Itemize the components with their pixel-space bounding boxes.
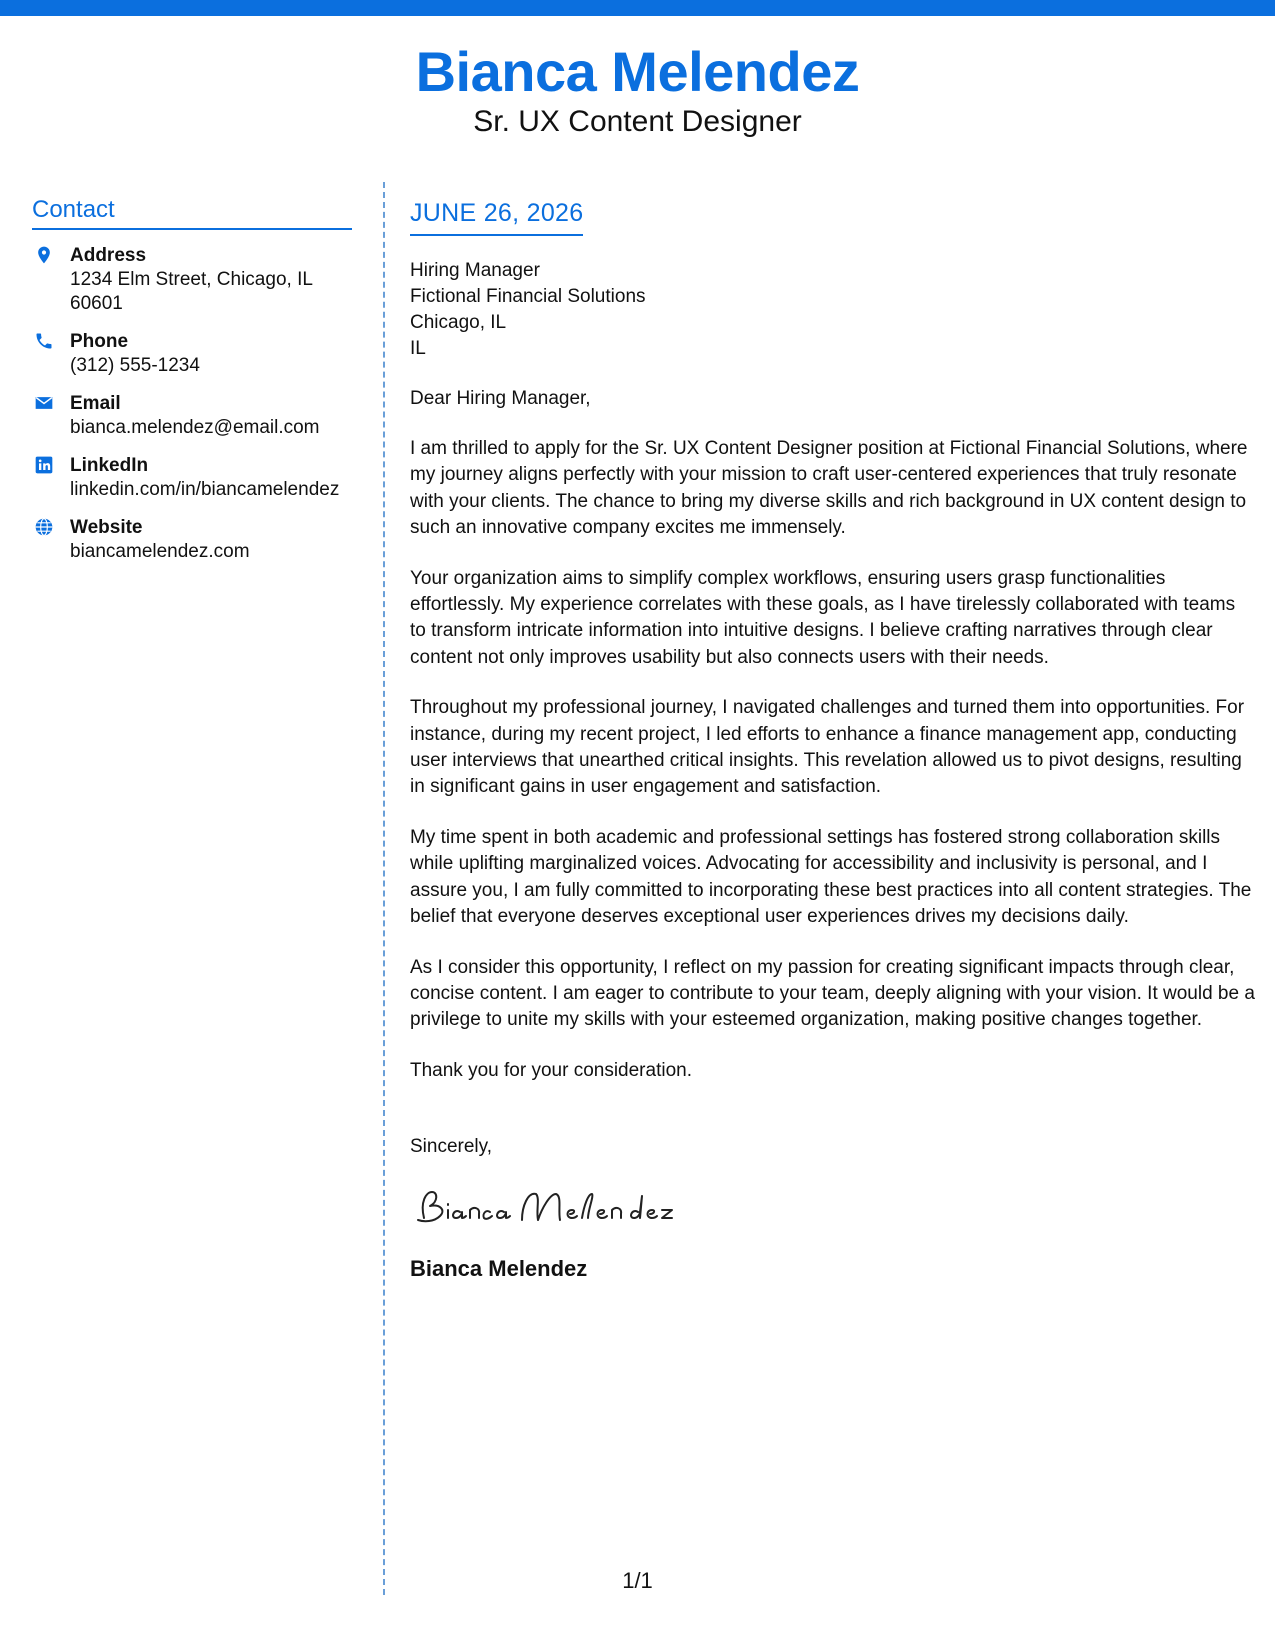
contact-list (32, 244, 352, 564)
recipient-line: Hiring Manager (410, 260, 540, 281)
contact-value: linkedin.com/in/biancamelendez (70, 479, 340, 500)
body-paragraph: My time spent in both academic and professional settings has fostered strong collaboration skills while uplifting marginalized voices. Advocating for accessibility and inclusivity is personal, and I assure you, I am fully committed to incorporating these best practices into all content strategies. The belief that everyone deserves exceptional user experiences drives my decisions daily. (410, 826, 1252, 928)
candidate-name: Bianca Melendez (415, 40, 860, 103)
page-number: 1/1 (622, 1568, 653, 1593)
contact-email (32, 392, 352, 440)
letter-date: JUNE 26, 2026 (410, 199, 584, 227)
contact-label: Phone (70, 331, 129, 352)
map-pin-icon (34, 245, 54, 265)
contact-address (32, 244, 352, 316)
contact-label: Address (70, 245, 147, 266)
contact-value: 1234 Elm Street, Chicago, IL (70, 269, 313, 290)
contact-label: Email (70, 393, 121, 414)
contact-value: 60601 (70, 293, 123, 314)
phone-icon (34, 331, 54, 351)
contact-phone (32, 330, 352, 378)
body-paragraph: As I consider this opportunity, I reflect on my passion for creating significant impacts through clear, concise content. I am eager to contribute to your team, deeply aligning with your vision. It would be a privilege to unite my skills with your esteemed organization, making positive changes together. (410, 956, 1255, 1031)
globe-icon (34, 517, 54, 537)
contact-value: biancamelendez.com (70, 541, 250, 562)
recipient-line: Fictional Financial Solutions (410, 286, 646, 307)
body-paragraph: Throughout my professional journey, I navigated challenges and turned them into opportunities. For instance, during my recent project, I led efforts to enhance a finance management app, conducting user interviews that unearthed critical insights. This revelation allowed us to pivot designs, resulting in significant gains in user engagement and satisfaction. (410, 697, 1245, 798)
handwritten-signature (410, 1180, 680, 1236)
contact-heading: Contact (32, 196, 352, 230)
resume-header (0, 40, 1275, 140)
date-block (410, 198, 583, 236)
salutation: Dear Hiring Manager, (410, 388, 591, 409)
contact-value: bianca.melendez@email.com (70, 417, 320, 438)
linkedin-icon (34, 455, 54, 475)
candidate-title: Sr. UX Content Designer (473, 105, 802, 138)
column-divider (383, 182, 385, 1595)
contact-sidebar (32, 196, 352, 578)
body-paragraph: Thank you for your consideration. (410, 1059, 692, 1081)
contact-label: LinkedIn (70, 455, 149, 476)
signer-name: Bianca Melendez (410, 1256, 588, 1282)
recipient-line: Chicago, IL (410, 312, 507, 333)
envelope-icon (34, 393, 54, 413)
contact-linkedin (32, 454, 352, 502)
recipient-block (410, 258, 1255, 362)
body-paragraph: I am thrilled to apply for the Sr. UX Content Designer position at Fictional Financial Solutions, where my journey aligns perfectly with your mission to craft user-centered experiences that truly resonate with your clients. The chance to bring my diverse skills and rich background in UX content design to such an innovative company excites me immensely. (410, 438, 1248, 539)
closing: Sincerely, (410, 1136, 493, 1158)
contact-value: (312) 555-1234 (70, 355, 200, 376)
letter-body (410, 198, 1255, 1283)
top-accent-bar (0, 0, 1275, 16)
contact-label: Website (70, 517, 143, 538)
body-paragraph: Your organization aims to simplify complex workflows, ensuring users grasp functionalities effortlessly. My experience correlates with these goals, as I have tirelessly collaborated with teams to transform intricate information into intuitive designs. I believe crafting narratives through clear content not only improves usability but also connects users with their needs. (410, 567, 1236, 668)
contact-website (32, 516, 352, 564)
recipient-line: IL (410, 338, 426, 359)
